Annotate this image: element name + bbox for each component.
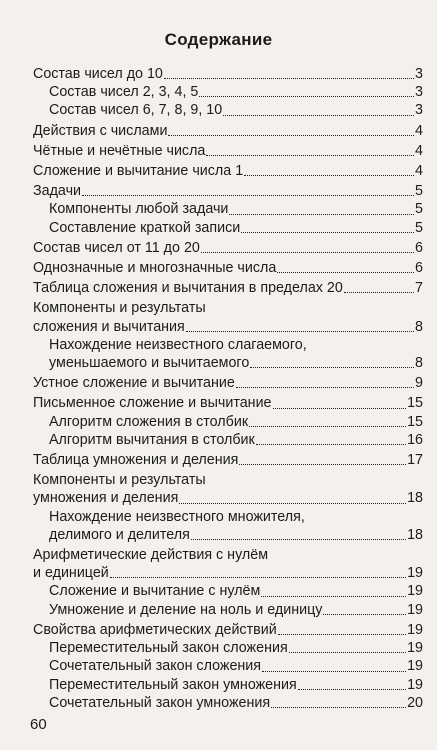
toc-entry-page: 5	[415, 219, 423, 236]
toc-entry-title: уменьшаемого и вычитаемого	[49, 355, 250, 372]
toc-entry-title: Чётные и нечётные числа	[33, 142, 206, 159]
toc-entry-title: Алгоритм вычитания в столбик	[49, 431, 255, 448]
toc-entry	[33, 621, 423, 639]
toc-entry	[33, 299, 423, 335]
toc-entry	[33, 336, 423, 372]
toc-entry-title: Таблица сложения и вычитания в пределах 20	[33, 280, 343, 297]
leader-dots	[298, 689, 406, 690]
toc-entry-page: 19	[407, 658, 423, 675]
toc-entry-page: 19	[407, 640, 423, 657]
leader-dots	[186, 331, 414, 332]
toc-entry-title: Свойства арифметических действий	[33, 621, 277, 638]
leader-dots	[191, 539, 406, 540]
toc-entry-title: Состав чисел 6, 7, 8, 9, 10	[49, 102, 223, 119]
toc-entry-title: Составление краткой записи	[49, 219, 241, 236]
toc-entry-title: Состав чисел 2, 3, 4, 5	[49, 84, 199, 101]
leader-dots	[199, 96, 414, 97]
toc-entry-page: 3	[415, 84, 423, 101]
toc-entry	[33, 101, 423, 119]
toc-entry-page: 7	[415, 280, 423, 297]
leader-dots	[206, 155, 414, 156]
toc-entry-page: 15	[407, 413, 423, 430]
toc-entry-title: Состав чисел до 10	[33, 66, 163, 82]
leader-dots	[241, 232, 414, 233]
leader-dots	[261, 596, 406, 597]
toc-entry-page: 18	[407, 526, 423, 543]
toc-entry-title-line1: Арифметические действия с нулём	[33, 547, 269, 564]
toc-entry-page: 20	[407, 694, 423, 711]
leader-dots	[278, 634, 406, 635]
leader-dots	[271, 707, 406, 708]
toc-entry	[33, 657, 423, 675]
leader-dots	[223, 115, 414, 116]
toc-entry-title: Действия с числами	[33, 122, 168, 139]
toc-entry	[33, 162, 423, 180]
toc-entry-page: 5	[415, 183, 423, 200]
leader-dots	[344, 292, 414, 293]
toc-entry	[33, 694, 423, 712]
toc-entry-title: Сложение и вычитание числа 1	[33, 163, 244, 180]
toc-entry-page: 8	[415, 318, 423, 335]
toc-entry-title: Сочетательный закон умножения	[49, 694, 271, 711]
toc-entry-page: 15	[407, 395, 423, 412]
toc-entry	[33, 374, 423, 392]
toc-entry-title: Таблица умножения и деления	[33, 452, 239, 469]
leader-dots	[262, 671, 406, 672]
page-number: 60	[30, 716, 47, 733]
toc-entry-page: 17	[407, 452, 423, 469]
leader-dots	[250, 367, 414, 368]
toc-entry	[33, 639, 423, 657]
toc-entry-page: 19	[407, 565, 423, 582]
toc-entry-page: 8	[415, 355, 423, 372]
toc-entry-page: 3	[415, 102, 423, 119]
toc-entry-title-line1: Компоненты и результаты	[33, 300, 206, 317]
toc-entry-title: Переместительный закон умножения	[49, 676, 297, 693]
toc-entry-title: Однозначные и многозначные числа	[33, 260, 277, 277]
toc-entry-page: 4	[415, 122, 423, 139]
toc-entry	[33, 259, 423, 277]
toc-entry-page: 6	[415, 260, 423, 277]
toc-entry-title: Умножение и деление на ноль и единицу	[49, 601, 323, 618]
page-title: Содержание	[164, 30, 273, 49]
toc-entry	[33, 394, 423, 412]
toc-entry	[33, 219, 423, 237]
toc-entry	[33, 582, 423, 600]
toc-entry	[33, 413, 423, 431]
toc-entry	[33, 676, 423, 694]
leader-dots	[239, 464, 406, 465]
leader-dots	[289, 652, 406, 653]
toc-entry-page: 4	[415, 163, 423, 180]
toc-entry-title: сложения и вычитания	[33, 318, 185, 335]
toc-entry	[33, 239, 423, 257]
toc-entry-title: и единицей	[33, 565, 109, 582]
toc-entry-title: Алгоритм сложения в столбик	[49, 413, 249, 430]
toc-entry	[33, 65, 423, 83]
toc-entry-title: Переместительный закон сложения	[49, 640, 288, 657]
toc-entry-title: Задачи	[33, 183, 82, 200]
toc-entry-title-line1: Компоненты и результаты	[33, 472, 206, 489]
toc-entry-page: 19	[407, 601, 423, 618]
toc-entry	[33, 200, 423, 218]
toc-entry-title: умножения и деления	[33, 490, 179, 507]
toc-entry-page: 6	[415, 239, 423, 256]
toc-entry	[33, 182, 423, 200]
toc-entry-title: Компоненты любой задачи	[49, 201, 229, 218]
leader-dots	[229, 214, 414, 215]
toc-entry	[33, 142, 423, 160]
toc-entry-page: 18	[407, 490, 423, 507]
toc-entry	[33, 546, 423, 582]
leader-dots	[249, 426, 406, 427]
leader-dots	[256, 444, 406, 445]
leader-dots	[164, 78, 414, 79]
toc-entry-title: делимого и делителя	[49, 526, 190, 543]
toc-entry-title: Состав чисел от 11 до 20	[33, 239, 200, 256]
leader-dots	[323, 614, 406, 615]
toc-entry	[33, 279, 423, 297]
toc-entry-title: Сложение и вычитание с нулём	[49, 583, 261, 600]
table-of-contents	[33, 65, 423, 712]
toc-entry	[33, 431, 423, 449]
leader-dots	[82, 195, 414, 196]
leader-dots	[236, 387, 414, 388]
toc-entry-title-line1: Нахождение неизвестного слагаемого,	[49, 336, 307, 353]
leader-dots	[273, 408, 407, 409]
toc-entry	[33, 471, 423, 507]
leader-dots	[277, 272, 414, 273]
leader-dots	[244, 175, 414, 176]
toc-entry	[33, 508, 423, 544]
toc-entry-title-line1: Нахождение неизвестного множителя,	[49, 508, 305, 525]
leader-dots	[201, 252, 414, 253]
toc-entry	[33, 83, 423, 101]
toc-entry	[33, 122, 423, 140]
toc-entry-page: 19	[407, 676, 423, 693]
toc-entry-page: 4	[415, 142, 423, 159]
toc-entry-title: Устное сложение и вычитание	[33, 375, 235, 392]
toc-entry-title: Сочетательный закон сложения	[49, 658, 262, 675]
toc-entry	[33, 601, 423, 619]
leader-dots	[168, 135, 414, 136]
toc-entry	[33, 451, 423, 469]
leader-dots	[179, 503, 406, 504]
leader-dots	[110, 577, 406, 578]
toc-entry-page: 19	[407, 583, 423, 600]
toc-entry-page: 3	[415, 66, 423, 82]
toc-entry-page: 16	[407, 431, 423, 448]
toc-entry-page: 19	[407, 621, 423, 638]
toc-entry-title: Письменное сложение и вычитание	[33, 395, 272, 412]
toc-entry-page: 9	[415, 375, 423, 392]
toc-entry-page: 5	[415, 201, 423, 218]
